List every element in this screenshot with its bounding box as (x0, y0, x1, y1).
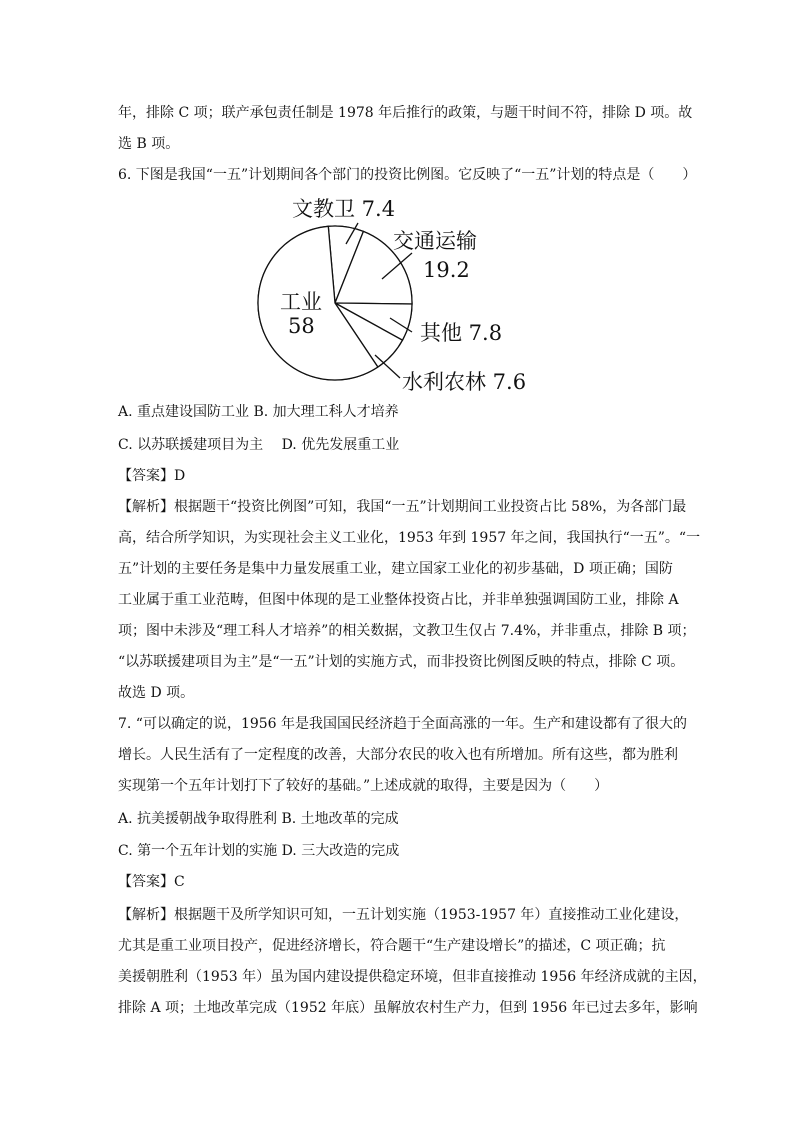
text-line: 实现第一个五年计划打下了较好的基础。”上述成就的取得，主要是因为（ ） (118, 778, 609, 794)
question-7-analysis: 【解析】根据题干及所学知识可知，一五计划实施（1953-1957 年）直接推动工业化建设， (118, 907, 689, 923)
text-line: “以苏联援建项目为主”是“一五”计划的实施方式，而非投资比例图反映的特点，排除 C 项。 (118, 654, 685, 670)
text-line: 排除 A 项；土地改革完成（1952 年底）虽解放农村生产力，但到 1956 年已过去多年，影响 (118, 1000, 698, 1016)
text-line: 美援朝胜利（1953 年）虽为国内建设提供稳定环境，但非直接推动 1956 年经济成就的主因， (118, 969, 707, 985)
text-line: 尤其是重工业项目投产，促进经济增长，符合题干“生产建设增长”的描述，C 项正确；抗 (118, 938, 666, 954)
question-7-stem: 7. “可以确定的说，1956 年是我国国民经济趋于全面高涨的一年。生产和建设都有了很大的 (118, 716, 688, 732)
label-gongye-name: 工业 (280, 290, 322, 314)
question-6-options-ab: A. 重点建设国防工业 B. 加大理工科人才培养 (118, 404, 399, 420)
label-jiaotong-value: 19.2 (423, 258, 470, 282)
label-shuili: 水利农林 7.6 (402, 370, 527, 394)
text-line: 高，结合所学知识，为实现社会主义工业化，1953 年到 1957 年之间，我国执行“一五”。“一 (118, 530, 701, 546)
text-line: 项；图中未涉及“理工科人才培养”的相关数据，文教卫生仅占 7.4%，并非重点，排除 B 项； (118, 623, 696, 639)
question-7-options-ab: A. 抗美援朝战争取得胜利 B. 土地改革的完成 (118, 811, 399, 827)
label-wenjiaowei: 文教卫 7.4 (292, 197, 396, 221)
text-line: 年，排除 C 项；联产承包责任制是 1978 年后推行的政策，与题干时间不符，排除 D 项。故 (118, 105, 693, 121)
question-7-options-cd: C. 第一个五年计划的实施 D. 三大改造的完成 (118, 843, 400, 859)
label-qita: 其他 7.8 (420, 321, 503, 345)
text-line: 五”计划的主要任务是集中力量发展重工业，建立国家工业化的初步基础，D 项正确；国防 (118, 561, 673, 577)
question-6-options-cd: C. 以苏联援建项目为主 D. 优先发展重工业 (118, 437, 400, 453)
pie-chart-svg (240, 190, 560, 400)
investment-pie-chart (240, 190, 560, 400)
question-6-analysis: 【解析】根据题干“投资比例图”可知，我国“一五”计划期间工业投资占比 58%，为各部门最 (118, 499, 687, 515)
question-7-answer: 【答案】C (118, 874, 185, 890)
text-line: 增长。人民生活有了一定程度的改善，大部分农民的收入也有所增加。所有这些，都为胜利 (118, 747, 678, 763)
text-line: 工业属于重工业范畴，但图中体现的是工业整体投资占比，并非单独强调国防工业，排除 A (118, 592, 679, 608)
label-jiaotong-name: 交通运输 (393, 229, 477, 253)
question-6-stem: 6. 下图是我国“一五”计划期间各个部门的投资比例图。它反映了“一五”计划的特点是（ ） (118, 167, 697, 183)
label-gongye-value: 58 (288, 314, 315, 338)
question-6-answer: 【答案】D (118, 468, 186, 484)
text-line: 选 B 项。 (118, 136, 180, 152)
text-line: 故选 D 项。 (118, 685, 195, 701)
